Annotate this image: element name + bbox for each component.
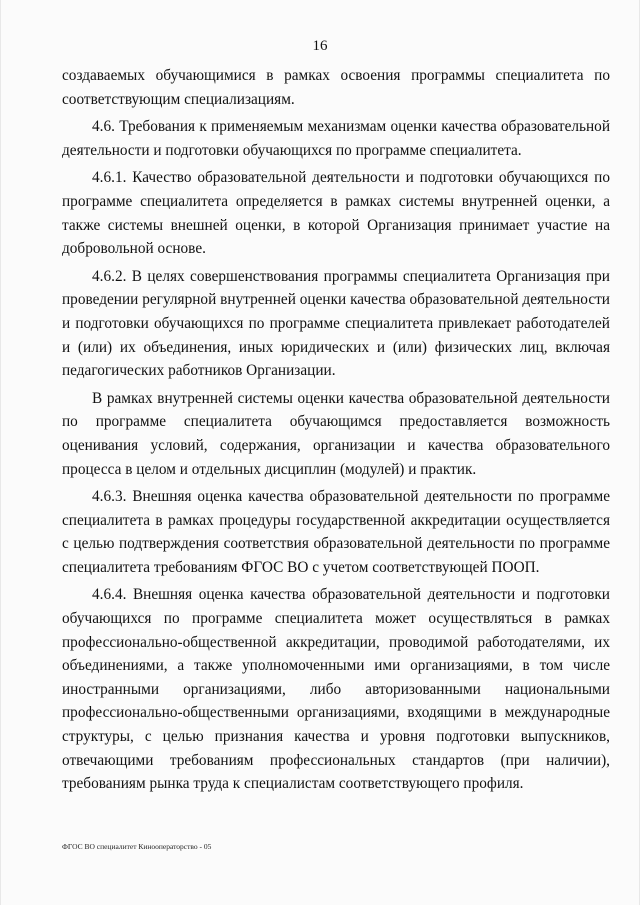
paragraph-4-6-3: 4.6.3. Внешняя оценка качества образовательной деятельности по программе специалитета в рамках процедуры государственной аккредитации осуществляется с целью подтверждения соответствия образовательной деятельности по программе специалитета требованиям ФГОС ВО с учетом соответствующей ПООП. [62,488,610,576]
page-footer: ФГОС ВО специалитет Кинооператорство - 05 [62,842,212,851]
document-body [62,64,610,800]
paragraph-internal-assessment: В рамках внутренней системы оценки качества образовательной деятельности по программе специалитета обучающимся предоставляется возможность оценивания условий, содержания, организации и качества образовательного процесса в целом и отдельных дисциплин (модулей) и практик. [62,389,610,478]
paragraph-4-6-1: 4.6.1. Качество образовательной деятельности и подготовки обучающихся по программе специалитета определяется в рамках системы внутренней оценки, а также системы внешней оценки, в которой Организация принимает участие на добровольной основе. [62,169,610,258]
page-number: 16 [312,38,328,54]
paragraph-4-6-4: 4.6.4. Внешняя оценка качества образовательной деятельности и подготовки обучающихся по программе специалитета может осуществляться в рамках профессионально-общественной аккредитации, проводимой работодателями, их объединениями, а также уполномоченными ими организациями, в том числе иностранными организациями, либо авторизованными национальными профессионально-общественными организациями, входящими в международные структуры, с целью признания качества и уровня подготовки выпускников, отвечающими требованиям профессиональных стандартов (при наличии), требованиям рынка труда к специалистам соответствующего профиля. [62,586,610,793]
paragraph-continuation: создаваемых обучающимися в рамках освоения программы специалитета по соответствующим специализациям. [62,67,610,108]
paragraph-4-6: 4.6. Требования к применяемым механизмам оценки качества образовательной деятельности и подготовки обучающихся по программе специалитета. [62,118,610,159]
paragraph-4-6-2: 4.6.2. В целях совершенствования программы специалитета Организация при проведении регулярной внутренней оценки качества образовательной деятельности и подготовки обучающихся по программе специалитета привлекает работодателей и (или) их объединения, иных юридических и (или) физических лиц, включая педагогических работников Организации. [62,267,610,380]
